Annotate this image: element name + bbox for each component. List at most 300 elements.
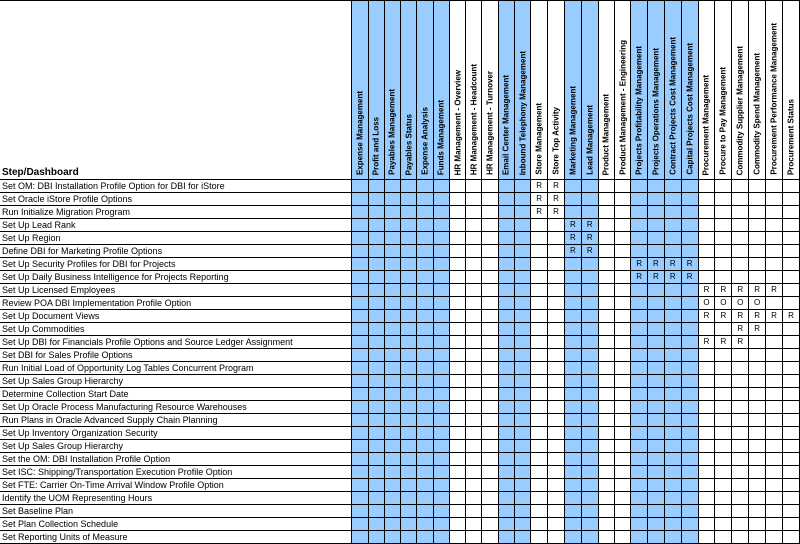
requirement-cell	[368, 219, 384, 232]
requirement-cell	[384, 518, 400, 531]
requirement-cell	[548, 323, 565, 336]
requirement-cell	[531, 479, 548, 492]
requirement-cell	[482, 323, 498, 336]
requirement-cell	[631, 401, 648, 414]
requirement-cell	[614, 271, 630, 284]
requirement-cell	[384, 453, 400, 466]
requirement-cell	[498, 284, 514, 297]
column-header	[732, 1, 749, 180]
requirement-cell	[384, 427, 400, 440]
table-row	[0, 258, 800, 271]
requirement-cell	[664, 427, 681, 440]
requirement-cell	[449, 349, 465, 362]
requirement-cell: R	[631, 258, 648, 271]
requirement-cell	[715, 453, 732, 466]
requirement-cell	[648, 193, 665, 206]
requirement-cell	[664, 518, 681, 531]
requirement-cell	[681, 505, 698, 518]
requirement-cell	[352, 336, 368, 349]
requirement-cell	[715, 349, 732, 362]
requirement-cell	[466, 219, 482, 232]
requirement-cell	[401, 479, 417, 492]
requirement-cell	[766, 271, 783, 284]
requirement-cell	[449, 206, 465, 219]
requirement-cell	[498, 206, 514, 219]
requirement-cell	[498, 323, 514, 336]
requirement-cell	[732, 362, 749, 375]
requirement-cell	[433, 414, 449, 427]
requirement-cell	[531, 375, 548, 388]
requirement-cell	[498, 297, 514, 310]
requirement-cell	[614, 180, 630, 193]
requirement-cell	[433, 219, 449, 232]
table-row	[0, 453, 800, 466]
column-header	[433, 1, 449, 180]
requirement-cell	[631, 414, 648, 427]
requirement-cell	[417, 479, 433, 492]
requirement-cell	[715, 206, 732, 219]
requirement-cell: R	[749, 323, 766, 336]
requirement-cell: R	[715, 284, 732, 297]
requirement-cell	[631, 453, 648, 466]
column-header-label: Store Management	[534, 103, 544, 175]
requirement-cell	[498, 362, 514, 375]
requirement-cell	[384, 284, 400, 297]
requirement-cell	[631, 466, 648, 479]
column-header	[384, 1, 400, 180]
requirement-cell	[482, 271, 498, 284]
step-name-cell: Set DBI for Sales Profile Options	[0, 349, 352, 362]
column-header-label: Email Center Management	[501, 74, 511, 175]
requirement-cell	[698, 193, 715, 206]
requirement-cell	[433, 440, 449, 453]
requirement-cell	[401, 401, 417, 414]
requirement-cell: O	[732, 297, 749, 310]
requirement-cell	[564, 349, 581, 362]
requirement-cell	[564, 401, 581, 414]
requirement-cell	[581, 258, 598, 271]
requirement-cell	[482, 284, 498, 297]
requirement-cell	[401, 349, 417, 362]
requirement-cell	[514, 479, 530, 492]
requirement-cell	[664, 466, 681, 479]
requirement-cell	[581, 284, 598, 297]
requirement-cell	[498, 375, 514, 388]
requirement-cell	[614, 193, 630, 206]
requirement-cell	[417, 323, 433, 336]
requirement-cell	[548, 232, 565, 245]
requirement-cell	[531, 414, 548, 427]
requirement-cell	[698, 245, 715, 258]
requirement-cell	[664, 245, 681, 258]
requirement-cell	[631, 531, 648, 544]
requirement-cell	[648, 310, 665, 323]
requirement-cell	[648, 297, 665, 310]
requirement-cell	[631, 232, 648, 245]
requirement-cell	[482, 180, 498, 193]
step-name-cell: Set FTE: Carrier On-Time Arrival Window Profile Option	[0, 479, 352, 492]
requirement-cell	[749, 232, 766, 245]
requirement-cell	[598, 479, 614, 492]
requirement-cell	[749, 349, 766, 362]
requirement-cell	[466, 206, 482, 219]
requirement-cell	[384, 232, 400, 245]
step-name-cell: Determine Collection Start Date	[0, 388, 352, 401]
requirement-cell: R	[698, 310, 715, 323]
requirement-cell	[766, 349, 783, 362]
requirement-cell	[564, 310, 581, 323]
requirement-cell	[664, 505, 681, 518]
requirement-cell	[482, 193, 498, 206]
requirement-cell	[631, 492, 648, 505]
requirement-cell	[368, 479, 384, 492]
table-row	[0, 427, 800, 440]
column-header-label: Contract Projects Cost Management	[668, 37, 678, 175]
requirement-cell	[417, 401, 433, 414]
column-header-label: Expense Management	[355, 90, 365, 175]
requirement-cell	[581, 388, 598, 401]
requirement-cell	[384, 479, 400, 492]
requirement-cell	[498, 440, 514, 453]
table-row	[0, 440, 800, 453]
requirement-cell	[564, 206, 581, 219]
requirement-cell	[433, 180, 449, 193]
requirement-cell	[401, 427, 417, 440]
column-header-label: Inbound Telephony Management	[518, 50, 528, 175]
table-row	[0, 297, 800, 310]
requirement-cell	[433, 375, 449, 388]
requirement-cell: R	[648, 258, 665, 271]
requirement-cell: R	[749, 284, 766, 297]
requirement-cell	[782, 388, 799, 401]
column-header	[749, 1, 766, 180]
requirement-cell	[466, 232, 482, 245]
step-name-cell: Set Up Sales Group Hierarchy	[0, 440, 352, 453]
requirement-cell	[514, 271, 530, 284]
requirement-cell	[466, 505, 482, 518]
requirement-cell	[417, 362, 433, 375]
column-header-label: Procure to Pay Management	[718, 67, 728, 175]
requirement-cell	[782, 349, 799, 362]
column-header	[531, 1, 548, 180]
requirement-cell	[614, 258, 630, 271]
requirement-cell	[449, 427, 465, 440]
table-row	[0, 245, 800, 258]
requirement-cell	[648, 401, 665, 414]
requirement-cell: R	[664, 258, 681, 271]
requirement-cell	[449, 479, 465, 492]
requirement-cell	[401, 193, 417, 206]
requirement-cell	[352, 362, 368, 375]
requirement-cell	[433, 336, 449, 349]
requirement-cell	[384, 310, 400, 323]
requirement-cell	[368, 284, 384, 297]
requirement-cell	[598, 505, 614, 518]
requirement-cell	[352, 284, 368, 297]
table-row	[0, 531, 800, 544]
requirement-cell	[417, 427, 433, 440]
requirement-cell	[664, 349, 681, 362]
requirement-cell	[352, 271, 368, 284]
requirement-cell	[548, 531, 565, 544]
requirement-cell	[715, 271, 732, 284]
requirement-cell	[581, 531, 598, 544]
requirement-cell	[352, 180, 368, 193]
requirement-cell	[766, 466, 783, 479]
requirement-cell: R	[766, 310, 783, 323]
requirement-cell	[352, 297, 368, 310]
requirement-cell	[631, 193, 648, 206]
requirement-cell	[681, 245, 698, 258]
requirement-cell	[466, 193, 482, 206]
requirement-cell	[368, 245, 384, 258]
requirement-cell	[732, 388, 749, 401]
step-name-cell: Run Plans in Oracle Advanced Supply Chain Planning	[0, 414, 352, 427]
requirement-cell: R	[664, 271, 681, 284]
requirement-cell	[598, 375, 614, 388]
step-name-cell: Set Up Oracle Process Manufacturing Resource Warehouses	[0, 401, 352, 414]
requirement-cell	[514, 362, 530, 375]
requirement-cell	[598, 193, 614, 206]
requirement-cell	[698, 232, 715, 245]
step-name-cell: Set Up Inventory Organization Security	[0, 427, 352, 440]
requirement-cell	[698, 505, 715, 518]
step-name-cell: Set Baseline Plan	[0, 505, 352, 518]
requirement-cell	[514, 427, 530, 440]
requirement-cell	[466, 336, 482, 349]
requirement-cell	[681, 349, 698, 362]
requirement-cell	[548, 336, 565, 349]
requirement-cell	[466, 284, 482, 297]
requirement-cell	[352, 193, 368, 206]
requirement-cell	[715, 440, 732, 453]
requirement-cell: R	[548, 206, 565, 219]
requirement-cell	[715, 323, 732, 336]
requirement-cell	[514, 414, 530, 427]
requirement-cell	[466, 375, 482, 388]
requirement-cell	[531, 427, 548, 440]
step-dashboard-header: Step/Dashboard	[0, 1, 352, 180]
requirement-cell	[531, 466, 548, 479]
requirement-cell	[732, 440, 749, 453]
requirement-cell	[531, 401, 548, 414]
requirement-cell	[384, 388, 400, 401]
requirement-cell	[449, 440, 465, 453]
requirement-cell	[631, 518, 648, 531]
column-header	[614, 1, 630, 180]
requirement-cell	[581, 414, 598, 427]
requirement-cell	[384, 362, 400, 375]
step-name-cell: Identify the UOM Representing Hours	[0, 492, 352, 505]
requirement-cell	[782, 427, 799, 440]
requirement-cell	[401, 414, 417, 427]
requirement-cell	[732, 349, 749, 362]
requirement-cell	[598, 323, 614, 336]
requirement-cell	[433, 323, 449, 336]
requirement-cell	[648, 388, 665, 401]
column-header-label: HR Management - Turnover	[485, 71, 495, 175]
requirement-cell	[449, 193, 465, 206]
requirement-cell	[417, 349, 433, 362]
requirement-cell	[498, 427, 514, 440]
requirement-cell	[482, 219, 498, 232]
requirement-cell	[531, 245, 548, 258]
column-header-label: Profit and Loss	[371, 116, 381, 175]
requirement-cell	[631, 479, 648, 492]
requirement-cell	[482, 232, 498, 245]
requirement-cell	[548, 258, 565, 271]
requirement-cell	[417, 518, 433, 531]
requirement-cell	[648, 180, 665, 193]
requirement-cell	[631, 440, 648, 453]
requirement-cell	[598, 388, 614, 401]
requirement-cell	[384, 401, 400, 414]
requirement-cell	[401, 336, 417, 349]
requirement-cell	[466, 258, 482, 271]
requirement-cell	[417, 206, 433, 219]
requirement-cell	[449, 219, 465, 232]
requirement-cell	[352, 310, 368, 323]
requirement-cell	[564, 375, 581, 388]
requirement-cell	[732, 401, 749, 414]
requirement-cell	[581, 206, 598, 219]
requirement-cell	[368, 349, 384, 362]
requirement-cell	[401, 245, 417, 258]
requirement-cell	[664, 206, 681, 219]
requirement-cell	[598, 440, 614, 453]
requirement-cell	[782, 518, 799, 531]
requirement-cell	[648, 219, 665, 232]
requirement-cell	[498, 518, 514, 531]
requirement-cell	[581, 401, 598, 414]
requirement-cell	[732, 375, 749, 388]
requirement-cell	[401, 310, 417, 323]
requirement-cell	[664, 193, 681, 206]
requirement-cell	[581, 440, 598, 453]
requirement-cell	[698, 492, 715, 505]
requirement-cell	[498, 388, 514, 401]
requirement-cell	[401, 323, 417, 336]
requirement-cell	[417, 310, 433, 323]
requirement-cell	[698, 219, 715, 232]
requirement-cell	[433, 362, 449, 375]
requirement-cell	[698, 518, 715, 531]
requirement-cell	[598, 271, 614, 284]
requirement-cell	[482, 492, 498, 505]
requirement-cell	[766, 388, 783, 401]
requirement-cell	[732, 466, 749, 479]
requirement-cell	[466, 271, 482, 284]
requirement-cell	[384, 219, 400, 232]
requirement-cell	[766, 518, 783, 531]
requirement-cell	[581, 375, 598, 388]
requirement-cell	[614, 219, 630, 232]
requirement-cell	[782, 219, 799, 232]
requirement-cell	[648, 466, 665, 479]
requirement-cell	[564, 453, 581, 466]
requirement-cell	[531, 336, 548, 349]
requirement-cell	[698, 375, 715, 388]
requirement-cell	[681, 466, 698, 479]
requirement-cell	[564, 518, 581, 531]
requirement-cell	[715, 362, 732, 375]
requirement-cell	[564, 180, 581, 193]
step-name-cell: Set Up Lead Rank	[0, 219, 352, 232]
requirement-cell	[368, 531, 384, 544]
requirement-cell	[598, 531, 614, 544]
requirement-cell	[614, 531, 630, 544]
requirement-cell	[401, 206, 417, 219]
column-header-label: Capital Projects Cost Management	[685, 43, 695, 175]
requirement-cell	[449, 531, 465, 544]
requirement-cell	[732, 505, 749, 518]
requirement-cell	[698, 453, 715, 466]
requirement-cell	[766, 492, 783, 505]
requirement-cell	[482, 388, 498, 401]
requirement-cell	[531, 362, 548, 375]
requirement-cell	[732, 479, 749, 492]
column-header-label: HR Management - Headcount	[469, 63, 479, 175]
step-name-cell: Set Up Security Profiles for DBI for Projects	[0, 258, 352, 271]
requirement-cell	[631, 349, 648, 362]
requirement-cell	[417, 336, 433, 349]
requirement-cell	[732, 258, 749, 271]
requirement-cell	[698, 271, 715, 284]
requirement-cell	[433, 284, 449, 297]
column-header-label: Product Management	[601, 93, 611, 175]
requirement-cell	[449, 336, 465, 349]
requirement-cell	[631, 427, 648, 440]
requirement-cell	[514, 258, 530, 271]
requirement-cell	[482, 297, 498, 310]
requirement-cell	[598, 180, 614, 193]
requirement-cell	[352, 232, 368, 245]
requirement-cell	[548, 479, 565, 492]
column-header-label: Procurement Management	[701, 74, 711, 175]
requirement-cell	[648, 232, 665, 245]
step-name-cell: Set Up Region	[0, 232, 352, 245]
requirement-cell	[598, 206, 614, 219]
requirement-cell	[449, 466, 465, 479]
requirement-cell	[482, 466, 498, 479]
requirement-cell	[749, 479, 766, 492]
requirement-cell	[352, 258, 368, 271]
table-row	[0, 349, 800, 362]
requirement-cell: R	[631, 271, 648, 284]
requirement-cell	[664, 336, 681, 349]
requirement-cell	[664, 284, 681, 297]
requirement-cell: R	[698, 284, 715, 297]
requirement-cell	[482, 245, 498, 258]
requirement-cell	[614, 232, 630, 245]
requirement-cell	[548, 453, 565, 466]
table-row	[0, 180, 800, 193]
requirement-cell	[384, 349, 400, 362]
requirement-cell	[482, 440, 498, 453]
requirement-cell	[698, 531, 715, 544]
requirement-cell	[384, 492, 400, 505]
requirement-cell	[449, 492, 465, 505]
requirement-cell	[417, 271, 433, 284]
requirement-cell	[433, 479, 449, 492]
requirement-cell	[548, 440, 565, 453]
requirement-cell	[631, 284, 648, 297]
requirement-cell	[715, 414, 732, 427]
requirement-cell	[433, 271, 449, 284]
requirement-cell	[433, 232, 449, 245]
requirement-cell	[498, 349, 514, 362]
requirement-cell	[631, 219, 648, 232]
